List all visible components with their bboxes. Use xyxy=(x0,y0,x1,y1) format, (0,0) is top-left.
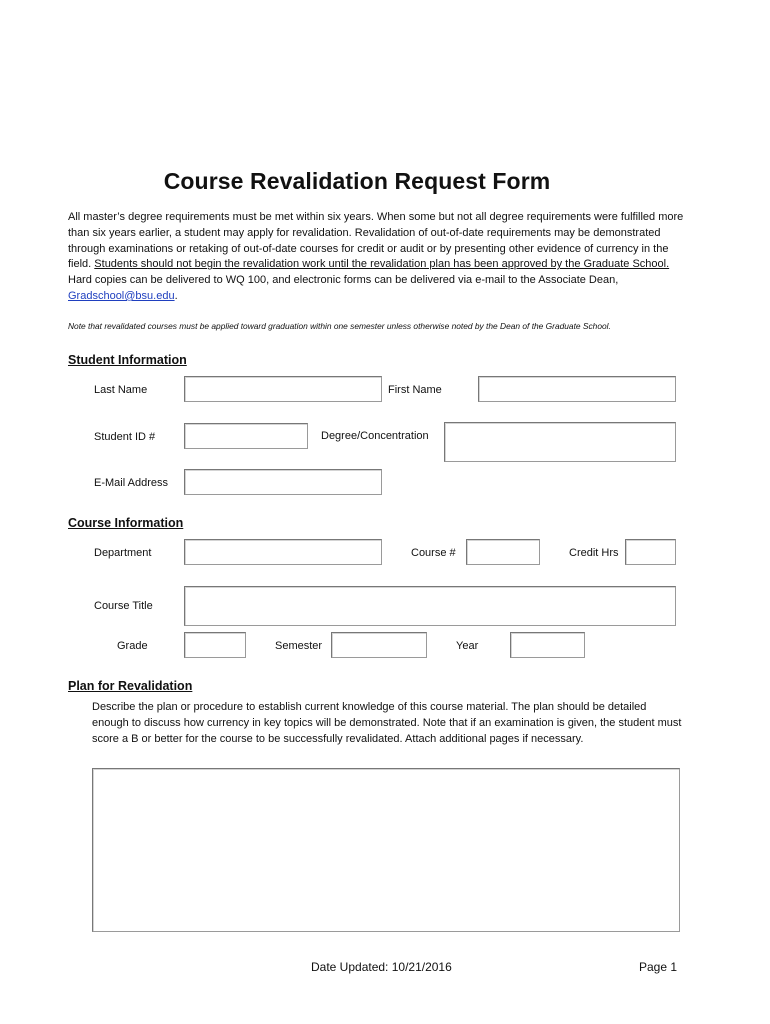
last-name-field[interactable] xyxy=(184,376,382,402)
course-title-field[interactable] xyxy=(184,586,676,626)
student-id-field[interactable] xyxy=(184,423,308,449)
course-information-heading: Course Information xyxy=(68,516,184,530)
intro-text: All master’s degree requirements must be met within six years. When some but not all degree requirements were fulfilled more than six years earlier, a student may apply for revalidation. Revalidation of out-of-date requirements may be demonstrated through examinations or retaking of out-of-date courses for credit or audit or by presenting other evidence of currency in the field. xyxy=(68,211,684,271)
year-field[interactable] xyxy=(510,632,585,658)
course-number-label: Course # xyxy=(411,547,456,559)
degree-concentration-field[interactable] xyxy=(444,422,676,462)
student-information-heading: Student Information xyxy=(68,353,187,367)
email-address-field[interactable] xyxy=(184,469,382,495)
semester-label: Semester xyxy=(275,640,323,652)
degree-concentration-label: Degree/Concentration xyxy=(321,430,429,442)
graduation-note: Note that revalidated courses must be applied toward graduation within one semester unless otherwise noted by the Dean of the Graduate School. xyxy=(68,321,611,331)
intro-text-end: . xyxy=(174,289,178,302)
plan-for-revalidation-heading: Plan for Revalidation xyxy=(68,679,193,693)
course-title-label: Course Title xyxy=(94,600,153,612)
first-name-label: First Name xyxy=(388,384,442,396)
semester-field[interactable] xyxy=(331,632,427,658)
page-title: Course Revalidation Request Form xyxy=(163,168,551,194)
department-field[interactable] xyxy=(184,539,382,565)
first-name-field[interactable] xyxy=(478,376,676,402)
student-id-label: Student ID # xyxy=(94,431,156,443)
credit-hours-label: Credit Hrs xyxy=(569,547,619,559)
grade-label: Grade xyxy=(117,640,148,652)
intro-paragraph xyxy=(68,210,688,305)
credit-hours-field[interactable] xyxy=(625,539,676,565)
year-label: Year xyxy=(456,640,479,652)
date-updated: Date Updated: 10/21/2016 xyxy=(311,960,452,974)
grade-field[interactable] xyxy=(184,632,246,658)
course-number-field[interactable] xyxy=(466,539,540,565)
page-number: Page 1 xyxy=(639,960,678,974)
department-label: Department xyxy=(94,547,152,559)
plan-description: Describe the plan or procedure to establish current knowledge of this course material. The plan should be detailed enough to discuss how currency in key topics will be demonstrated. Note that if an examination is given, the student must score a B or better for the course to be successfully revalidated. Attach additional pages if necessary. xyxy=(92,701,682,745)
plan-textarea[interactable] xyxy=(92,768,680,932)
intro-underlined-text: Students should not begin the revalidation work until the revalidation plan has been approved by the Graduate School. xyxy=(94,258,670,271)
last-name-label: Last Name xyxy=(94,384,148,396)
intro-text-delivery: Hard copies can be delivered to WQ 100, and electronic forms can be delivered via e-mail to the Associate Dean, xyxy=(68,274,619,287)
gradschool-email-link[interactable]: Gradschool@bsu.edu xyxy=(68,289,175,302)
email-address-label: E-Mail Address xyxy=(94,477,168,489)
